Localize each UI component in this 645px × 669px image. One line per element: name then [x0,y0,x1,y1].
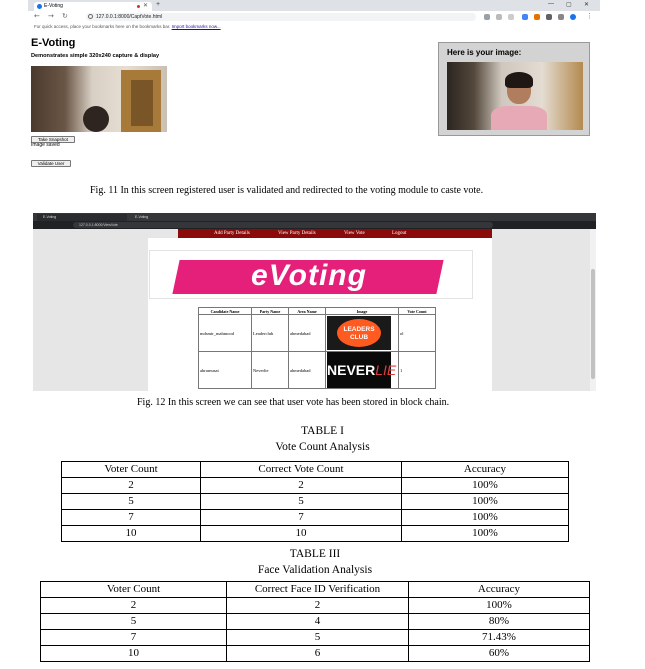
area-name: ahmedabad [289,352,326,389]
table-row [62,526,569,542]
table-row [41,630,590,646]
candidate-name: abrarnusai [199,352,252,389]
table-cell: 100% [402,510,569,526]
column-header: Party Name [252,308,289,315]
table-1 [61,461,569,542]
table-3-label: TABLE III [289,548,341,560]
browser-tab[interactable]: E-Voting [129,214,219,221]
table-cell: 2 [201,478,402,494]
nav-logout[interactable]: Logout [392,231,407,236]
column-header: Voter Count [62,462,201,478]
minimize-icon[interactable]: — [548,1,554,7]
reload-icon[interactable]: ↻ [62,12,68,20]
star-icon[interactable] [508,14,514,20]
browser-tab-strip [28,0,600,11]
table-cell: 10 [41,646,227,662]
table-cell: 80% [409,614,590,630]
import-bookmarks-link[interactable]: Import bookmarks now... [171,24,221,29]
captured-person-hair [505,72,533,88]
captured-image-panel [438,42,590,136]
bookmarks-hint: For quick access, place your bookmarks here on the bookmarks bar. [34,24,171,29]
captured-person-body [491,106,547,130]
table-cell: 7 [41,630,227,646]
scrollbar-thumb[interactable] [591,269,595,379]
sidebar-icon[interactable] [558,14,564,20]
table-header-row [199,308,436,315]
table-row [41,646,590,662]
nav-view-party-details[interactable]: View Party Details [278,231,316,236]
table-header-row [41,582,590,598]
figure-11-caption: Fig. 11 In this screen registered user is validated and redirected to the voting module to caste vote. [90,185,484,196]
captured-image-heading: Here is your image: [447,48,522,57]
window-close-icon[interactable]: ✕ [584,2,590,8]
nav-view-vote[interactable]: View Vote [344,231,365,236]
maximize-icon[interactable]: ▢ [566,2,572,8]
table-cell: 4 [227,614,409,630]
forward-icon[interactable]: → [48,12,54,20]
column-header: Vote Count [399,308,436,315]
logo-circle [337,319,381,347]
table-row [199,352,436,389]
column-header: Image [326,308,399,315]
figure-12-screenshot [33,213,596,391]
column-header: Candidate Name [199,308,252,315]
party-image-cell [326,352,399,389]
column-header: Accuracy [409,582,590,598]
table-cell: 2 [62,478,201,494]
party-name: Leaderclub [252,315,289,352]
logo-word: LEADERS [343,326,375,333]
table-cell: 5 [41,614,227,630]
party-image-cell [326,315,399,352]
vote-count: ol [399,315,436,352]
webcam-person [83,106,109,132]
table-cell: 60% [409,646,590,662]
puzzle-icon[interactable] [546,14,552,20]
nav-add-party-details[interactable]: Add Party Details [214,231,250,236]
address-bar[interactable]: 127.0.0.1:8000/ViewVote [73,222,493,228]
top-nav [178,229,492,238]
logo-word: CLUB [349,334,369,341]
browser-toolbar [33,221,596,229]
vote-table [198,307,436,389]
status-text: Image saved [31,142,60,148]
table-cell: 7 [201,510,402,526]
captured-image [447,62,583,130]
bookmarks-bar [34,24,221,29]
column-header: Area Name [289,308,326,315]
table-cell: 10 [201,526,402,542]
page-title: E-Voting [31,37,76,49]
column-header: Correct Vote Count [201,462,402,478]
table-cell: 100% [402,494,569,510]
scrollbar[interactable] [590,229,596,391]
extension-icon[interactable] [534,14,540,20]
page-subtitle: Demonstrates simple 320x240 capture & display [31,53,160,59]
address-bar[interactable] [86,13,476,21]
validate-user-button[interactable]: Validate User [31,160,71,167]
address-url: 127.0.0.1:8000/CaptVote.html [96,14,163,20]
table-cell: 100% [409,598,590,614]
new-tab-icon[interactable]: + [156,1,161,8]
table-row [62,478,569,494]
table-row [62,510,569,526]
column-header: Correct Face ID Verification [227,582,409,598]
profile-icon[interactable] [570,14,576,20]
table-cell: 5 [201,494,402,510]
table-row [199,315,436,352]
figure-11-screenshot [28,0,600,170]
close-icon[interactable]: ✕ [142,3,148,9]
column-header: Accuracy [402,462,569,478]
table-1-label: TABLE I [301,425,344,437]
take-snapshot-button[interactable]: Take Snapshot [31,136,75,143]
browser-tab[interactable] [34,2,152,11]
table-cell: 71.43% [409,630,590,646]
zoom-icon[interactable] [496,14,502,20]
table-cell: 2 [227,598,409,614]
area-name: ahmedabad [289,315,326,352]
table-cell: 10 [62,526,201,542]
table-cell: 5 [227,630,409,646]
candidate-name: mdsmir_mahmood [199,315,252,352]
vote-count: 1 [399,352,436,389]
neverlie-logo: NEVERLIE [327,352,391,388]
webcam-preview [31,66,167,132]
table-cell: 2 [41,598,227,614]
table-row [41,614,590,630]
table-3 [40,581,590,662]
browser-tab[interactable]: E-Voting [37,214,127,221]
menu-icon[interactable]: ⋮ [586,12,593,20]
info-icon [88,14,93,19]
table-row [62,494,569,510]
logo-text: eVoting [251,259,367,292]
table-cell: 100% [402,478,569,494]
browser-toolbar [28,11,600,23]
table-cell: 6 [227,646,409,662]
back-icon[interactable]: ← [34,12,40,20]
table-cell: 7 [62,510,201,526]
recording-dot-icon [137,5,140,8]
table-cell: 5 [62,494,201,510]
favicon-icon [37,4,42,9]
evoting-logo [149,250,473,299]
webcam-door-panel [131,80,153,126]
figure-12-caption: Fig. 12 In this screen we can see that user vote has been stored in block chain. [137,397,450,408]
party-name: Neverlie [252,352,289,389]
table-cell: 100% [402,526,569,542]
table-1-title: Vote Count Analysis [275,441,370,453]
table-header-row [62,462,569,478]
browser-tab-strip [33,213,596,221]
leaders-club-logo [327,316,391,350]
column-header: Voter Count [41,582,227,598]
table-row [41,598,590,614]
extension-icon[interactable] [522,14,528,20]
table-3-title: Face Validation Analysis [257,564,373,576]
cast-icon[interactable] [484,14,490,20]
browser-tab-title: E-Voting [44,3,63,9]
